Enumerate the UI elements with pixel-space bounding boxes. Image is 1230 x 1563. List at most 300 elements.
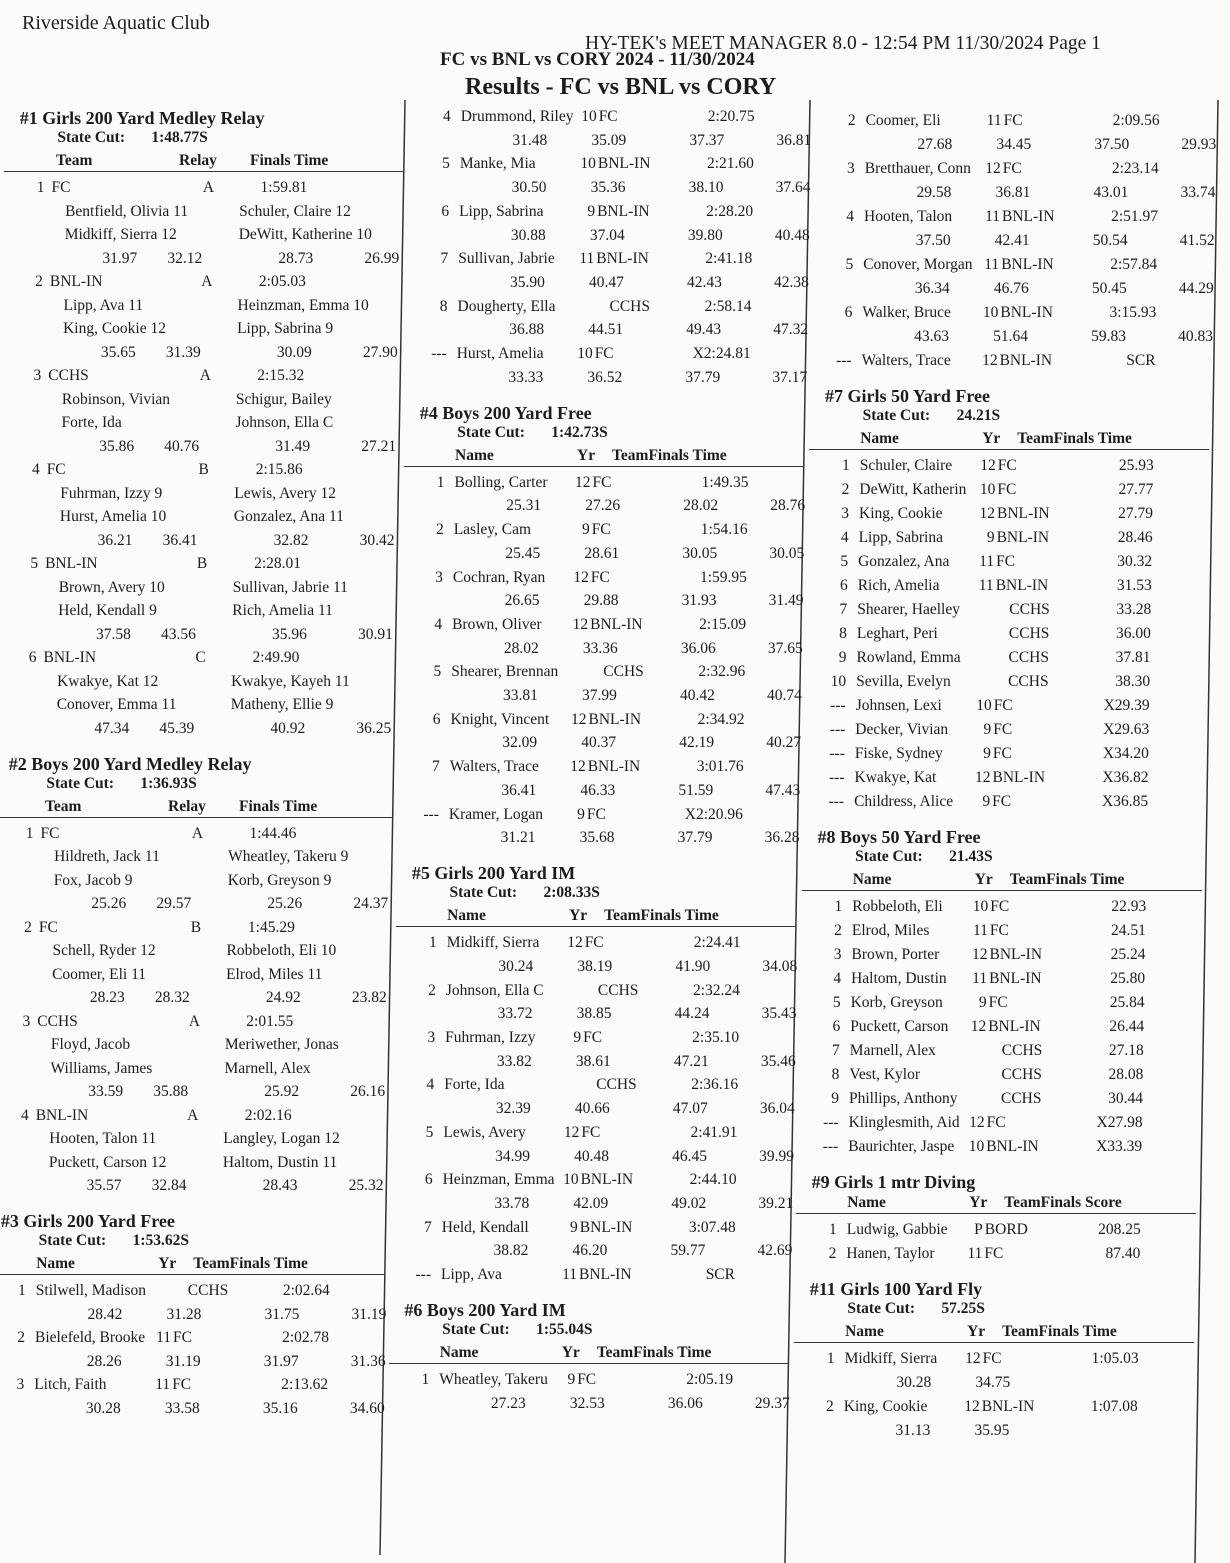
swimmer-name: Baurichter, Jaspe <box>848 1138 955 1155</box>
team: FC <box>988 994 1008 1011</box>
split-time: 31.21 <box>500 829 536 847</box>
event-title: #7 Girls 50 Yard Free <box>825 386 990 406</box>
column-header: Yr <box>974 871 993 888</box>
year: 12 <box>980 457 996 474</box>
swimmer: DeWitt, Katherine 10 <box>238 226 372 243</box>
place: --- <box>829 721 846 738</box>
finals-time: 2:20.75 <box>707 108 755 125</box>
split-time: 40.47 <box>589 273 624 291</box>
split-time: 30.05 <box>769 544 805 562</box>
header-rule <box>0 817 393 818</box>
split-time: 34.08 <box>762 957 798 975</box>
swimmer-name: Fiske, Sydney <box>854 745 943 762</box>
swimmer: Matheny, Ellie 9 <box>230 696 334 713</box>
finals-time: X33.39 <box>1096 1138 1143 1155</box>
year: P <box>974 1221 983 1238</box>
split-time: 31.49 <box>275 437 311 455</box>
year: 12 <box>570 758 586 776</box>
split-time: 25.26 <box>91 895 127 912</box>
year: 12 <box>575 473 591 491</box>
state-cut-label: State Cut: <box>46 774 114 792</box>
team: BNL-IN <box>989 946 1043 963</box>
place: 8 <box>831 1066 840 1083</box>
team: FC <box>577 1371 597 1388</box>
finals-time: 27.77 <box>1118 481 1154 498</box>
team: FC <box>984 1245 1004 1262</box>
swimmer-name: Johnson, Ella C <box>445 981 544 999</box>
split-time: 27.68 <box>917 136 953 153</box>
finals-time: 26.44 <box>1109 1018 1145 1035</box>
team: BNL-IN <box>999 352 1053 369</box>
split-time: 28.73 <box>278 249 314 267</box>
split-time: 33.74 <box>1180 184 1216 201</box>
swimmer: Johnson, Ella C <box>235 414 334 431</box>
finals-time: 2:02.16 <box>244 1106 292 1124</box>
relay-letter: A <box>202 179 215 196</box>
place: 1 <box>436 473 445 491</box>
team: FC <box>590 568 610 586</box>
team: FC <box>584 934 604 952</box>
split-time: 28.02 <box>683 497 719 515</box>
header-rule <box>396 926 796 927</box>
finals-time: 2:09.56 <box>1112 112 1160 129</box>
year: 9 <box>982 793 991 810</box>
team: BNL-IN <box>597 202 650 220</box>
split-time: 32.09 <box>502 734 538 752</box>
column-header: TeamFinals Time <box>612 446 727 464</box>
finals-time: 2:34.92 <box>697 710 745 728</box>
team: BNL-IN <box>597 155 651 173</box>
column-header: Yr <box>967 1323 986 1340</box>
split-time: 35.96 <box>272 625 307 643</box>
state-cut-value: 2:08.33S <box>543 884 600 902</box>
swimmer-name: Heinzman, Emma <box>442 1171 555 1189</box>
split-time: 29.93 <box>1181 136 1217 153</box>
split-time: 31.49 <box>768 592 804 610</box>
state-cut-label: State Cut: <box>57 129 125 146</box>
swimmer-name: DeWitt, Katherin <box>859 481 967 498</box>
split-time: 59.83 <box>1091 328 1126 345</box>
split-time: 31.13 <box>895 1422 931 1439</box>
team: BNL-IN <box>988 1018 1041 1035</box>
year: 12 <box>972 946 988 963</box>
split-time: 33.59 <box>88 1083 124 1100</box>
swimmer-name: Manke, Mia <box>459 155 536 173</box>
year: 12 <box>982 352 998 369</box>
place: 1 <box>826 1350 835 1367</box>
finals-time: 1:54.16 <box>700 521 748 539</box>
team: FC <box>586 805 606 823</box>
place: 5 <box>30 555 39 572</box>
team: FC <box>996 553 1016 570</box>
swimmer-name: Shearer, Brennan <box>451 663 559 681</box>
split-time: 29.88 <box>583 592 619 610</box>
column-header: TeamFinals Time <box>596 1344 712 1361</box>
finals-time: 87.40 <box>1105 1245 1141 1262</box>
finals-time: 2:51.97 <box>1111 208 1158 225</box>
finals-time: 1:49.35 <box>701 473 749 491</box>
split-time: 40.74 <box>767 687 802 704</box>
team: CCHS <box>1001 1090 1042 1107</box>
swimmer-name: Lipp, Sabrina <box>858 529 943 546</box>
finals-time: 2:32.24 <box>692 981 740 999</box>
header-rule <box>794 1342 1194 1343</box>
swimmer: Meriwether, Jonas <box>224 1036 339 1053</box>
split-time: 35.65 <box>100 343 136 361</box>
column-header: Name <box>447 907 486 925</box>
state-cut-value: 57.25S <box>941 1300 985 1317</box>
split-time: 37.37 <box>689 131 725 149</box>
finals-time: X29.39 <box>1103 697 1150 714</box>
place: 3 <box>16 1376 25 1393</box>
finals-time: 28.08 <box>1108 1066 1144 1083</box>
place: 8 <box>839 625 847 642</box>
place: 2 <box>24 918 32 936</box>
split-time: 25.92 <box>264 1083 300 1100</box>
split-time: 32.12 <box>167 249 203 267</box>
split-time: 37.17 <box>772 368 808 386</box>
finals-time: 2:44.10 <box>689 1171 737 1189</box>
finals-time: 2:41.91 <box>690 1123 738 1141</box>
year: 11 <box>984 256 1000 273</box>
split-time: 39.80 <box>687 226 723 244</box>
swimmer: Hildreth, Jack 11 <box>54 848 160 865</box>
place: 4 <box>442 108 451 125</box>
finals-time: 1:44.46 <box>249 824 297 842</box>
split-time: 28.23 <box>89 989 125 1006</box>
split-time: 29.58 <box>916 184 952 201</box>
split-time: 37.99 <box>582 687 617 704</box>
place: 4 <box>31 461 40 478</box>
split-time: 36.28 <box>764 829 800 847</box>
finals-time: 208.25 <box>1098 1221 1141 1238</box>
place: 4 <box>20 1106 29 1124</box>
year: 10 <box>972 898 989 915</box>
column-header: Team <box>56 152 93 169</box>
state-cut-value: 1:53.62S <box>132 1232 190 1249</box>
event-title: #8 Boys 50 Yard Free <box>817 827 981 847</box>
swimmer: Williams, James <box>50 1059 153 1077</box>
split-time: 39.99 <box>759 1147 794 1165</box>
event-title: #5 Girls 200 Yard IM <box>411 863 576 884</box>
place: 6 <box>844 304 853 321</box>
swimmer: Lipp, Sabrina 9 <box>237 320 334 337</box>
place: 7 <box>440 250 449 268</box>
team: CCHS <box>1009 601 1050 618</box>
split-time: 25.26 <box>267 895 303 912</box>
year: 12 <box>979 505 995 522</box>
team: CCHS <box>1008 673 1049 690</box>
year: 11 <box>562 1266 577 1283</box>
finals-time: X2:20.96 <box>684 805 743 823</box>
place: 4 <box>833 970 842 987</box>
place: 7 <box>832 1042 840 1059</box>
team: BNL-IN <box>981 1398 1035 1415</box>
split-time: 40.83 <box>1178 328 1213 345</box>
team: CCHS <box>48 367 89 384</box>
place: 8 <box>439 297 448 315</box>
swimmer: Marnell, Alex <box>224 1059 311 1077</box>
split-time: 30.28 <box>896 1374 932 1391</box>
year: 12 <box>964 1398 980 1415</box>
finals-time: X36.85 <box>1102 793 1149 810</box>
place: 7 <box>431 758 440 776</box>
finals-time: X36.82 <box>1102 769 1149 786</box>
team: FC <box>40 824 60 842</box>
team: FC <box>997 457 1017 474</box>
swimmer-name: Johnsen, Lexi <box>855 697 942 714</box>
split-time: 36.81 <box>776 131 812 149</box>
place: 5 <box>433 663 442 681</box>
split-time: 44.29 <box>1178 280 1214 297</box>
column-header: Name <box>845 1323 884 1340</box>
place: 2 <box>826 1398 834 1415</box>
software-line: HY-TEK's MEET MANAGER 8.0 - 12:54 PM 11/30/2024 Page 1 <box>585 33 1101 54</box>
split-time: 40.66 <box>574 1100 610 1118</box>
split-time: 31.39 <box>165 343 201 361</box>
place: 6 <box>832 1018 841 1035</box>
place: 6 <box>28 649 37 666</box>
split-time: 26.65 <box>504 592 540 610</box>
split-time: 33.33 <box>508 368 544 386</box>
place: 2 <box>435 521 444 539</box>
finals-time: 36.00 <box>1116 625 1151 642</box>
swimmer: Kwakye, Kayeh 11 <box>231 672 350 690</box>
team: BORD <box>984 1221 1028 1238</box>
year: 11 <box>579 250 595 268</box>
split-time: 25.32 <box>348 1177 384 1194</box>
relay-letter: A <box>199 367 211 384</box>
team: BNL-IN <box>1000 304 1053 321</box>
finals-time: 2:41.18 <box>705 250 753 268</box>
swimmer: Hurst, Amelia 10 <box>59 508 167 525</box>
state-cut-label: State Cut: <box>847 1300 915 1317</box>
split-time: 50.45 <box>1091 280 1127 297</box>
swimmer-name: Drummond, Riley <box>460 108 574 125</box>
split-time: 32.84 <box>151 1177 187 1194</box>
swimmer: Midkiff, Sierra 12 <box>64 226 177 243</box>
column-header: Name <box>455 446 494 464</box>
event-title: #2 Boys 200 Yard Medley Relay <box>8 753 252 774</box>
split-time: 26.99 <box>364 249 400 267</box>
finals-time: 30.32 <box>1117 553 1153 570</box>
event-title: #4 Boys 200 Yard Free <box>419 402 592 423</box>
finals-time: 1:59.81 <box>260 179 308 196</box>
split-time: 36.52 <box>587 368 623 386</box>
finals-time: 22.93 <box>1111 898 1147 915</box>
split-time: 33.82 <box>496 1052 532 1070</box>
relay-letter: B <box>190 918 202 936</box>
split-time: 35.68 <box>579 829 615 847</box>
swimmer-name: Hurst, Amelia <box>456 345 544 362</box>
place: --- <box>829 769 845 786</box>
place: --- <box>823 1114 839 1131</box>
split-time: 35.95 <box>974 1422 1010 1439</box>
place: 1 <box>428 934 437 952</box>
swimmer: Schell, Ryder 12 <box>52 942 156 959</box>
place: 3 <box>435 568 443 586</box>
split-time: 30.09 <box>276 343 312 361</box>
year: 12 <box>969 1114 985 1131</box>
column-header: Name <box>847 1194 886 1211</box>
place: 5 <box>425 1123 434 1141</box>
split-time: 31.97 <box>102 249 138 267</box>
split-time: 32.82 <box>273 531 309 549</box>
event-title: #6 Boys 200 Yard IM <box>404 1300 566 1320</box>
split-time: 35.86 <box>99 437 135 455</box>
split-time: 43.56 <box>161 625 196 643</box>
team: BNL-IN <box>580 1171 634 1189</box>
split-time: 38.82 <box>493 1242 529 1260</box>
year: 11 <box>972 970 988 987</box>
swimmer-name: Robbeloth, Eli <box>852 898 943 915</box>
state-cut-label: State Cut: <box>449 884 518 902</box>
place: 2 <box>841 481 850 498</box>
finals-time: 38.30 <box>1115 673 1151 690</box>
year: 11 <box>972 922 988 939</box>
split-time: 38.19 <box>577 957 613 975</box>
split-time: 40.37 <box>581 734 617 752</box>
swimmer-name: Dougherty, Ella <box>457 297 556 315</box>
split-time: 29.37 <box>754 1394 790 1412</box>
split-time: 28.76 <box>770 497 806 515</box>
swimmer-name: Brown, Porter <box>851 946 940 963</box>
finals-time: 24.51 <box>1111 922 1146 939</box>
state-cut-value: 1:55.04S <box>536 1321 593 1338</box>
swimmer-name: Walters, Trace <box>449 758 539 776</box>
finals-time: 2:49.90 <box>252 649 300 666</box>
split-time: 33.58 <box>164 1399 200 1417</box>
split-time: 42.38 <box>774 273 809 291</box>
finals-time: 2:02.78 <box>282 1329 329 1346</box>
finals-time: 2:02.64 <box>282 1282 330 1299</box>
split-time: 33.72 <box>497 1005 533 1023</box>
place: 4 <box>840 529 849 546</box>
split-time: 37.58 <box>96 625 131 643</box>
swimmer: Wheatley, Takeru 9 <box>228 848 349 865</box>
split-time: 49.43 <box>686 321 722 339</box>
state-cut-value: 1:36.93S <box>140 774 197 792</box>
split-time: 31.19 <box>165 1352 201 1370</box>
team: FC <box>993 721 1013 738</box>
split-time: 46.33 <box>580 781 616 799</box>
split-time: 49.02 <box>671 1194 707 1212</box>
year: 12 <box>985 160 1001 177</box>
swimmer-name: Kramer, Logan <box>448 805 543 823</box>
swimmer: Fuhrman, Izzy 9 <box>60 484 163 502</box>
split-time: 41.90 <box>675 957 711 975</box>
swimmer-name: Shearer, Haelley <box>857 601 960 618</box>
team: BNL-IN <box>1001 256 1054 273</box>
year: 10 <box>577 345 593 362</box>
finals-time: 1:45.29 <box>247 918 295 936</box>
swimmer-name: Knight, Vincent <box>450 710 550 728</box>
split-time: 36.06 <box>680 639 716 657</box>
split-time: 59.77 <box>670 1242 706 1260</box>
finals-time: 2:05.03 <box>258 273 306 290</box>
place: 1 <box>829 1221 837 1238</box>
finals-time: 25.24 <box>1110 946 1146 963</box>
team: BNL-IN <box>590 615 643 633</box>
place: 4 <box>426 1076 435 1094</box>
year: 11 <box>979 553 995 570</box>
event-title: #9 Girls 1 mtr Diving <box>811 1172 976 1192</box>
split-time: 40.27 <box>766 734 802 752</box>
split-time: 27.23 <box>490 1394 526 1412</box>
split-time: 47.43 <box>765 781 801 799</box>
year: 10 <box>968 1138 985 1155</box>
split-time: 31.48 <box>512 131 548 149</box>
split-time: 31.36 <box>350 1352 386 1370</box>
finals-time: 2:15.86 <box>255 461 303 478</box>
swimmer: Conover, Emma 11 <box>56 696 177 713</box>
split-time: 38.61 <box>575 1052 611 1070</box>
place: 3 <box>841 505 849 522</box>
split-time: 40.48 <box>574 1147 609 1165</box>
finals-time: 2:36.16 <box>691 1076 739 1094</box>
swimmer-name: Bielefeld, Brooke <box>35 1329 146 1346</box>
split-time: 37.50 <box>1094 136 1130 153</box>
split-time: 45.39 <box>159 719 195 737</box>
swimmer-name: Vest, Kylor <box>849 1066 920 1083</box>
finals-time: 1:07.08 <box>1090 1398 1138 1415</box>
split-time: 39.21 <box>758 1194 794 1212</box>
header-rule <box>404 466 804 467</box>
place: 2 <box>35 273 43 290</box>
team: FC <box>993 697 1013 714</box>
relay-letter: A <box>201 273 213 290</box>
finals-time: 25.84 <box>1109 994 1145 1011</box>
place: 10 <box>830 673 847 690</box>
team: FC <box>990 898 1010 915</box>
split-time: 51.59 <box>678 781 714 799</box>
finals-time: 2:35.10 <box>692 1029 740 1046</box>
swimmer-name: Stilwell, Madison <box>35 1282 147 1299</box>
swimmer-name: Schuler, Claire <box>859 457 953 474</box>
column-header: Name <box>860 430 899 447</box>
swimmer-name: Phillips, Anthony <box>849 1090 958 1107</box>
club-name: Riverside Aquatic Club <box>22 12 210 34</box>
event-title: #11 Girls 100 Yard Fly <box>809 1279 983 1299</box>
place: 7 <box>424 1218 432 1236</box>
column-header: Yr <box>561 1344 580 1361</box>
split-time: 37.79 <box>677 829 713 847</box>
split-time: 41.52 <box>1179 232 1215 249</box>
place: 3 <box>427 1029 436 1046</box>
swimmer-name: Midkiff, Sierra <box>446 934 540 952</box>
place: 4 <box>846 208 854 225</box>
swimmer: Gonzalez, Ana 11 <box>233 508 344 525</box>
team: FC <box>1002 160 1022 177</box>
place: 1 <box>421 1371 430 1388</box>
header-rule <box>802 890 1202 891</box>
split-time: 34.75 <box>975 1374 1011 1391</box>
place: 5 <box>845 256 854 273</box>
split-time: 28.43 <box>262 1177 298 1194</box>
split-time: 33.81 <box>503 687 538 704</box>
team: FC <box>581 1123 601 1141</box>
split-time: 31.28 <box>166 1305 202 1323</box>
place: --- <box>415 1266 431 1283</box>
year: 10 <box>563 1171 579 1189</box>
year: 9 <box>986 529 995 546</box>
split-time: 33.36 <box>582 639 618 657</box>
swimmer-name: Litch, Faith <box>34 1376 107 1393</box>
split-time: 30.88 <box>510 226 546 244</box>
year: 10 <box>976 697 992 714</box>
swimmer: Sullivan, Jabrie 11 <box>232 578 348 596</box>
year: 9 <box>573 1029 582 1046</box>
